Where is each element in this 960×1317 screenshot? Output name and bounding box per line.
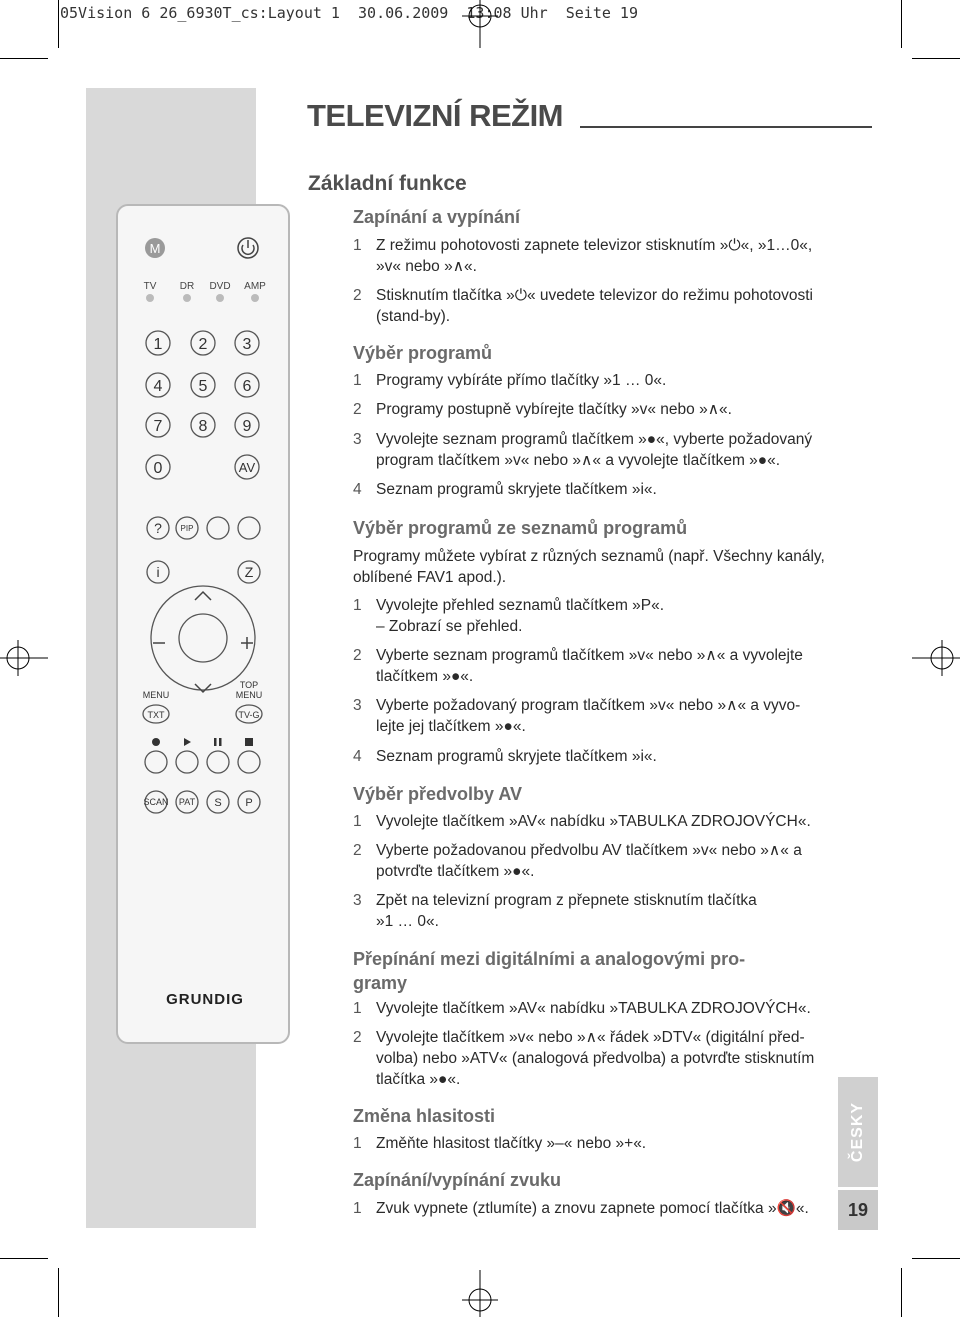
heading-mute: Zapínání/vypínání zvuku — [353, 1170, 562, 1190]
svg-text:DR: DR — [179, 281, 195, 292]
list-item: 2 Vyberte požadovanou předvolbu AV tlačítkem »v« nebo »∧« a potvrďte tlačítkem »●«. — [353, 842, 802, 880]
crop-mark — [901, 0, 902, 48]
svg-text:6: 6 — [242, 378, 252, 395]
page-number: 19 — [838, 1190, 878, 1230]
list-item: 3 Vyberte požadovaný program tlačítkem »v« nebo »∧« a vyvo- lejte jej tlačítkem »●«. — [353, 697, 801, 735]
remote-drawing — [118, 206, 292, 1046]
list-item: 1 Z režimu pohotovosti zapnete televizor stisknutím »⏻«, »1…0«, »v« nebo »∧«. — [353, 237, 813, 275]
heading-program-lists: Výběr programů ze seznamů programů — [353, 518, 688, 538]
svg-text:7: 7 — [153, 418, 163, 435]
intro-paragraph: Programy můžete vybírat z různých seznamů (např. Všechny kanály, oblíbené FAV1 apod.). — [353, 548, 825, 586]
list-item: 2 Vyberte seznam programů tlačítkem »v« nebo »∧« a vyvolejte tlačítkem »●«. — [353, 647, 803, 685]
svg-text:8: 8 — [198, 418, 208, 435]
registration-target-icon — [460, 1270, 500, 1317]
registration-target-icon — [912, 638, 960, 678]
svg-text:MENU: MENU — [235, 690, 263, 700]
svg-text:DVD: DVD — [209, 281, 231, 292]
svg-text:i: i — [156, 564, 160, 580]
svg-text:S: S — [214, 797, 222, 809]
heading-program-select: Výběr programů — [353, 343, 493, 363]
svg-text:9: 9 — [242, 418, 252, 435]
svg-text:AV: AV — [238, 460, 256, 475]
heading-av-preset: Výběr předvolby AV — [353, 784, 523, 804]
svg-text:AMP: AMP — [244, 281, 266, 292]
svg-text:TXT: TXT — [147, 710, 165, 720]
svg-text:TOP: TOP — [239, 680, 259, 690]
crop-mark — [58, 0, 59, 48]
svg-text:2: 2 — [198, 336, 208, 353]
list-item: 1 Vyvolejte přehled seznamů tlačítkem »P«. – Zobrazí se přehled. — [353, 597, 665, 635]
svg-text:0: 0 — [153, 460, 163, 477]
remote-control-illustration — [116, 204, 290, 1044]
page-title: TELEVIZNÍ REŽIM — [307, 98, 563, 133]
svg-text:Z: Z — [244, 564, 254, 580]
svg-text:SCAN: SCAN — [143, 797, 169, 807]
registration-target-icon — [460, 0, 500, 48]
crop-mark — [0, 1258, 48, 1259]
crop-mark — [912, 1258, 960, 1259]
svg-text:PAT: PAT — [178, 797, 196, 807]
crop-mark — [912, 58, 960, 59]
m-button-label: M — [149, 241, 161, 256]
section-title: Základní funkce — [308, 172, 467, 195]
heading-digital-analog: Přepínání mezi digitálními a analogovými pro- gramy — [353, 949, 746, 993]
heading-volume: Změna hlasitosti — [353, 1106, 496, 1126]
crop-mark — [901, 1268, 902, 1317]
crop-mark — [0, 58, 48, 59]
svg-text:MENU: MENU — [142, 690, 170, 700]
svg-text:4: 4 — [153, 378, 163, 395]
svg-text:P: P — [245, 797, 253, 809]
title-underline — [580, 126, 872, 128]
svg-text:3: 3 — [242, 336, 252, 353]
svg-text:1: 1 — [153, 336, 163, 353]
print-slug: 05Vision 6 26_6930T_cs:Layout 1 30.06.2009 13:08 Uhr Seite 19 — [60, 4, 638, 22]
list-item: 3 Zpět na televizní program z přepnete stisknutím tlačítka »1 … 0«. — [353, 892, 757, 930]
list-item: 2 Stisknutím tlačítka »⏻« uvedete televizor do režimu pohotovosti (stand-by). — [353, 287, 814, 325]
crop-mark — [58, 1268, 59, 1317]
svg-text:TV: TV — [143, 281, 157, 292]
list-item: 3 Vyvolejte seznam programů tlačítkem »●«, vyberte požadovaný program tlačítkem »v« nebo »∧« a vyvolejte tlačítkem »●«. — [353, 431, 813, 469]
registration-target-icon — [0, 638, 48, 678]
brand-logo: GRUNDIG — [166, 991, 244, 1008]
heading-power: Zapínání a vypínání — [353, 207, 521, 227]
svg-text:?: ? — [154, 520, 162, 536]
svg-text:5: 5 — [198, 378, 208, 395]
list-item: 2 Vyvolejte tlačítkem »v« nebo »∧« řádek »DTV« (digitální před- volba) nebo »ATV« (analogová předvolba) a potvrďte stisknutím tlačítka »●«. — [353, 1029, 815, 1088]
svg-text:PIP: PIP — [180, 524, 194, 533]
svg-text:TV-G: TV-G — [238, 710, 260, 720]
language-tab: ČESKY — [849, 1101, 866, 1163]
